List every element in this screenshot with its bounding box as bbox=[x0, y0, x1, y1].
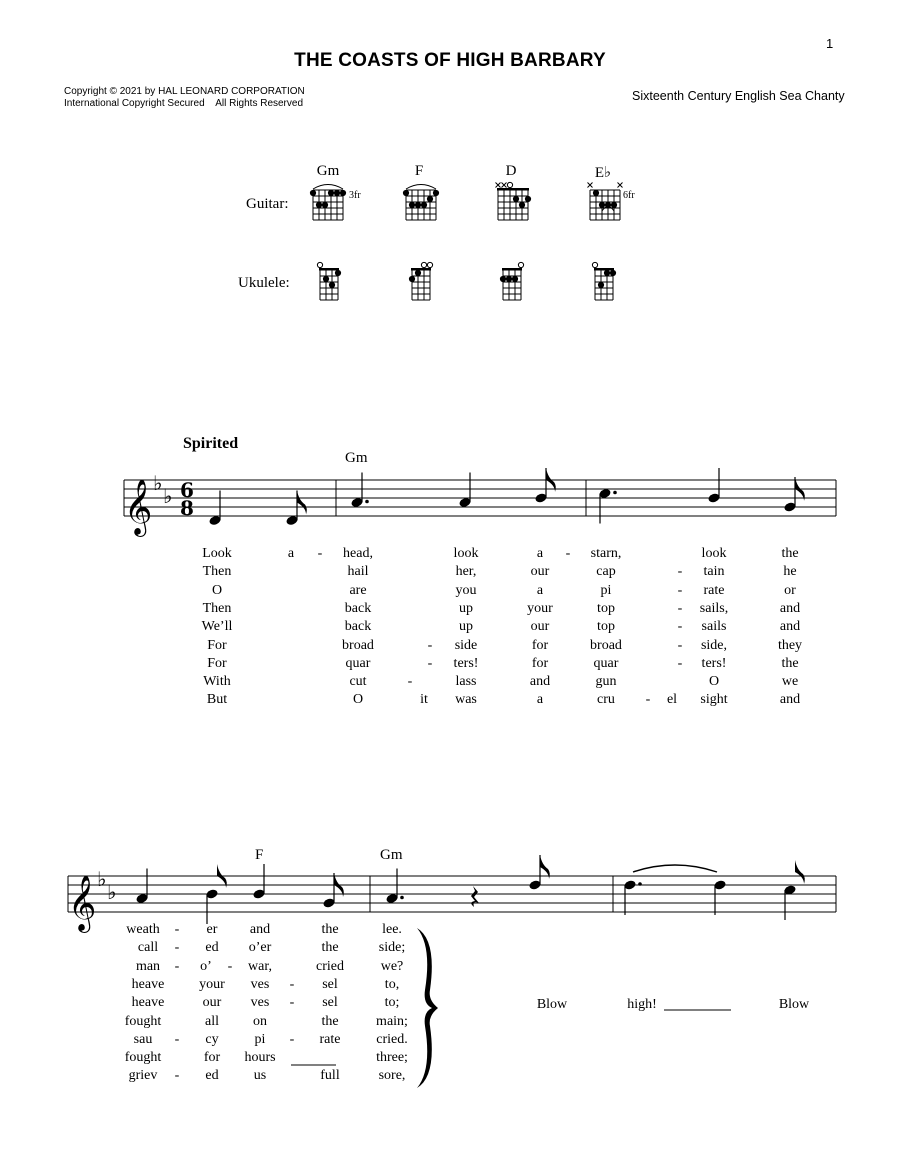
gm-dot bbox=[310, 190, 316, 196]
d-open bbox=[507, 182, 512, 187]
system1-lyric-r1-w7: - bbox=[565, 546, 571, 561]
staff-system-1 bbox=[124, 480, 836, 516]
system1-lyric-r5-w6: - bbox=[677, 619, 683, 635]
chord-chart-name-eb: E♭ bbox=[594, 165, 612, 181]
system1-lyric-r6-w8: side, bbox=[700, 637, 728, 653]
system2-lyric-r3-w1: man bbox=[135, 958, 161, 974]
gm-dot bbox=[328, 190, 334, 196]
system1-lyric-r8-w8: we bbox=[781, 674, 799, 690]
system1-lyric-r9-w2: O bbox=[352, 692, 364, 708]
system1-lyric-r2-w6: - bbox=[677, 564, 683, 580]
note-bb4-dotted bbox=[598, 488, 616, 524]
system1-lyric-r7-w1: For bbox=[207, 655, 227, 671]
eb-mute bbox=[618, 183, 623, 188]
system2-lyric-r1-w3: er bbox=[206, 922, 218, 937]
f-dot bbox=[433, 190, 439, 196]
system1-lyric-r3-w2: are bbox=[349, 582, 367, 598]
system2-lyric-r2-w1: call bbox=[137, 940, 159, 956]
note-a4-s2 bbox=[252, 864, 265, 900]
system1-lyric-r7-w5: for bbox=[531, 655, 549, 671]
gm-barre-arc bbox=[313, 185, 343, 190]
system2-lyric-r8-w2: for bbox=[203, 1050, 221, 1066]
time-signature-bottom: 8 bbox=[180, 496, 194, 520]
system1-lyric-r5-w8: and bbox=[779, 619, 801, 635]
system1-lyric-r5-w1: We’ll bbox=[201, 619, 233, 635]
system2-lyric-r5-w2: our bbox=[202, 995, 222, 1011]
system2-lyric-r9-w3: ed bbox=[205, 1068, 219, 1084]
system2-lyric-r4-w5: sel bbox=[322, 976, 338, 992]
system1-lyric-r4-w1: Then bbox=[202, 600, 232, 616]
uke-gm-dot bbox=[329, 282, 335, 288]
system1-lyric-r6-w4: side bbox=[454, 637, 478, 653]
system2-lyric-r5-w4: - bbox=[289, 995, 295, 1011]
note-d5-dotted-s2 bbox=[623, 879, 641, 915]
guitar-gm-diagram bbox=[310, 185, 346, 221]
treble-clef-2: 𝄞 bbox=[68, 875, 97, 931]
note-bb4-eighth-s2-flag bbox=[795, 860, 805, 884]
note-d5-tied-s2 bbox=[713, 879, 726, 915]
system2-lyric-r8-w4: three; bbox=[376, 1050, 408, 1066]
f-dot bbox=[415, 202, 421, 208]
system1-lyric-r4-w8: and bbox=[779, 600, 801, 616]
system1-lyric-r8-w5: and bbox=[529, 674, 551, 690]
system1-lyric-r9-w7: - bbox=[645, 692, 651, 708]
ukulele-gm-diagram bbox=[317, 262, 341, 300]
uke-f-dot bbox=[409, 276, 415, 282]
tie bbox=[633, 865, 717, 872]
d-dot bbox=[525, 196, 531, 202]
note-d4-eighth bbox=[285, 491, 306, 527]
system1-lyric-r1-w4: head, bbox=[343, 546, 373, 561]
ukulele-eb-diagram-nut bbox=[594, 268, 614, 271]
song-title: THE COASTS OF HIGH BARBARY bbox=[294, 50, 606, 71]
system1-lyric-r4-w3: up bbox=[459, 600, 473, 616]
note-d4-quarter bbox=[208, 491, 221, 527]
system1-lyric-r7-w2: quar bbox=[345, 655, 371, 671]
d-dot bbox=[513, 196, 519, 202]
chord-chart-name-f: F bbox=[414, 163, 424, 179]
treble-clef-1: 𝄞 bbox=[124, 479, 153, 535]
d-mute bbox=[496, 183, 501, 188]
system2-lyric-r8-w3: hours bbox=[244, 1050, 276, 1066]
chord-symbol-gm-1: Gm bbox=[345, 450, 368, 466]
uke-gm-dot bbox=[335, 270, 341, 276]
system1-lyric-r2-w7: tain bbox=[703, 564, 725, 580]
uke-f-open bbox=[421, 262, 426, 267]
system1-lyric-r4-w2: back bbox=[344, 600, 372, 616]
system2-lyric-r7-w5: - bbox=[289, 1031, 295, 1047]
system2-lyric-r7-w7: cried. bbox=[376, 1031, 408, 1047]
copyright-line-1: Copyright © 2021 by HAL LEONARD CORPORATION bbox=[64, 86, 305, 97]
gm-dot bbox=[322, 202, 328, 208]
f-dot bbox=[421, 202, 427, 208]
system2-lyric-r9-w4: us bbox=[253, 1068, 267, 1084]
system2-lyric-r6-w5: main; bbox=[376, 1013, 408, 1029]
system2-lyric-r7-w4: pi bbox=[254, 1031, 266, 1047]
note-g4-dotted-s2-dot bbox=[400, 896, 404, 900]
key-signature-2-eflat: ♭ bbox=[107, 880, 117, 904]
system1-lyric-r4-w6: - bbox=[677, 600, 683, 616]
note-g4-dotted-dot bbox=[365, 500, 369, 504]
uke-d-dot bbox=[506, 276, 512, 282]
note-d5-dotted-s2-dot bbox=[638, 882, 642, 886]
uke-eb-dot bbox=[598, 282, 604, 288]
system1-lyric-r9-w6: cru bbox=[597, 692, 615, 708]
page-number: 1 bbox=[826, 36, 834, 51]
system1-lyric-r9-w3: it bbox=[420, 692, 428, 708]
system1-lyric-r8-w3: - bbox=[407, 674, 413, 690]
system1-lyric-r2-w1: Then bbox=[202, 564, 232, 580]
system2-lyric-r1-w4: and bbox=[249, 922, 271, 937]
system1-lyric-r7-w6: quar bbox=[593, 655, 619, 671]
gm-dot bbox=[340, 190, 346, 196]
system1-lyric-r6-w2: broad bbox=[342, 637, 374, 653]
uke-gm-dot bbox=[323, 276, 329, 282]
f-dot bbox=[403, 190, 409, 196]
system2-lyric-r1-w1: weath bbox=[126, 922, 160, 937]
uke-gm-open bbox=[317, 262, 322, 267]
f-dot bbox=[427, 196, 433, 202]
system2-lyric-r7-w3: cy bbox=[205, 1031, 219, 1047]
chord-symbol-f: F bbox=[255, 847, 264, 863]
system1-lyric-r3-w1: O bbox=[211, 582, 223, 598]
system2-lyric-r6-w1: fought bbox=[124, 1013, 162, 1029]
system2-lyric-r7-w1: sau bbox=[133, 1031, 153, 1047]
system1-lyric-r5-w4: our bbox=[530, 619, 550, 635]
system1-lyric-r4-w7: sails, bbox=[699, 600, 729, 616]
system1-lyric-r7-w8: ters! bbox=[701, 655, 727, 671]
system1-lyric-r6-w7: - bbox=[677, 637, 683, 653]
uke-f-open bbox=[427, 262, 432, 267]
key-signature-1-bflat: ♭ bbox=[153, 471, 163, 495]
system1-lyric-r9-w5: a bbox=[536, 692, 544, 708]
system1-lyric-r7-w7: - bbox=[677, 655, 683, 671]
uke-d-dot bbox=[500, 276, 506, 282]
system1-lyric-r1-w1: Look bbox=[202, 546, 232, 561]
system2-lyric-r2-w2: - bbox=[174, 940, 180, 956]
system2-lyric-r1-w2: - bbox=[174, 922, 180, 937]
system2-lyric-r2-w5: the bbox=[321, 940, 339, 956]
system1-lyric-r7-w9: the bbox=[781, 655, 799, 671]
quarter-rest bbox=[471, 886, 479, 907]
key-signature-2-bflat: ♭ bbox=[97, 867, 107, 891]
system1-lyric-r1-w2: a bbox=[287, 546, 295, 561]
system1-lyric-r3-w6: - bbox=[677, 582, 683, 598]
chord-symbol-gm-2: Gm bbox=[380, 847, 403, 863]
system1-lyric-r4-w5: top bbox=[597, 600, 615, 616]
ukulele-eb-diagram bbox=[592, 262, 616, 300]
system2-lyric-r9-w2: - bbox=[174, 1068, 180, 1084]
system1-lyric-r3-w7: rate bbox=[703, 582, 725, 598]
time-signature-top: 6 bbox=[180, 478, 194, 502]
key-signature-1-eflat: ♭ bbox=[163, 484, 173, 508]
verse-brace bbox=[417, 928, 438, 1088]
gm-fret-marker: 3fr bbox=[349, 190, 361, 201]
system2-lyric-r7-w6: rate bbox=[319, 1031, 341, 1047]
system1-lyric-r1-w6: a bbox=[536, 546, 544, 561]
uke-eb-dot bbox=[610, 270, 616, 276]
system2-lyric-r4-w2: your bbox=[199, 976, 225, 992]
system1-lyric-r6-w9: they bbox=[777, 637, 803, 653]
system1-lyric-r2-w5: cap bbox=[596, 564, 616, 580]
eb-dot bbox=[611, 202, 617, 208]
system2-lyric-r5-w5: sel bbox=[322, 995, 338, 1011]
uke-eb-dot bbox=[604, 270, 610, 276]
eb-dot bbox=[599, 202, 605, 208]
system1-lyric-r7-w3: - bbox=[427, 655, 433, 671]
eb-mute bbox=[588, 183, 593, 188]
uke-d-dot bbox=[512, 276, 518, 282]
system2-lyric-r5-w3: ves bbox=[250, 995, 270, 1011]
f-barre-arc bbox=[406, 185, 436, 190]
guitar-eb-diagram bbox=[588, 183, 623, 221]
uke-eb-open bbox=[592, 262, 597, 267]
system2-lyric-r9-w5: full bbox=[320, 1068, 340, 1084]
system2-lyric-r3-w6: cried bbox=[316, 958, 344, 974]
eb-fret-marker: 6fr bbox=[623, 190, 635, 201]
system1-lyric-r2-w2: hail bbox=[347, 564, 369, 580]
system2-lyric-r4-w3: ves bbox=[250, 976, 270, 992]
system1-lyric-r1-w9: look bbox=[701, 546, 727, 561]
refrain-blow-2: Blow bbox=[778, 997, 810, 1012]
uke-f-dot bbox=[415, 270, 421, 276]
d-dot bbox=[519, 202, 525, 208]
system1-lyric-r9-w10: and bbox=[779, 692, 801, 708]
system1-lyric-r5-w5: top bbox=[597, 619, 615, 635]
note-g4-dotted bbox=[350, 473, 368, 509]
note-g4-s2 bbox=[135, 869, 148, 905]
composer-credit: Sixteenth Century English Sea Chanty bbox=[632, 89, 845, 103]
d-nut bbox=[497, 188, 529, 191]
system1-lyric-r2-w4: our bbox=[530, 564, 550, 580]
system1-lyric-r2-w8: he bbox=[783, 564, 797, 580]
eb-dot bbox=[605, 202, 611, 208]
system2-lyric-r5-w1: heave bbox=[131, 995, 165, 1011]
system1-lyric-r6-w3: - bbox=[427, 637, 433, 653]
note-g4-quarter bbox=[458, 473, 471, 509]
system1-lyric-r6-w6: broad bbox=[590, 637, 622, 653]
system1-lyric-r1-w3: - bbox=[317, 546, 323, 561]
system1-lyric-r1-w10: the bbox=[781, 546, 799, 561]
system2-lyric-r3-w3: o’ bbox=[200, 958, 212, 974]
gm-dot bbox=[316, 202, 322, 208]
note-bb4-eighth-s2 bbox=[783, 860, 804, 920]
ukulele-d-diagram-nut bbox=[502, 268, 522, 271]
system2-lyric-r5-w6: to; bbox=[384, 995, 400, 1011]
tempo-marking: Spirited bbox=[183, 435, 239, 452]
system1-lyric-r9-w9: sight bbox=[700, 692, 728, 708]
ukulele-f-diagram-nut bbox=[411, 268, 431, 271]
f-dot bbox=[409, 202, 415, 208]
system2-lyric-r6-w2: all bbox=[205, 1013, 219, 1029]
guitar-f-diagram bbox=[403, 185, 439, 221]
system2-lyric-r2-w4: o’er bbox=[248, 940, 272, 956]
system1-lyric-r3-w4: a bbox=[536, 582, 544, 598]
system1-lyric-r8-w1: With bbox=[203, 674, 231, 690]
system1-lyric-r4-w4: your bbox=[527, 600, 553, 616]
system1-lyric-r8-w4: lass bbox=[455, 674, 477, 690]
system2-lyric-r4-w4: - bbox=[289, 976, 295, 992]
guitar-d-diagram bbox=[496, 182, 532, 220]
system1-lyric-r3-w3: you bbox=[455, 582, 477, 598]
d-mute bbox=[502, 183, 507, 188]
refrain-high: high! bbox=[627, 997, 657, 1012]
system2-lyric-r2-w6: side; bbox=[378, 940, 406, 956]
system2-lyric-r1-w5: the bbox=[321, 922, 339, 937]
system2-lyric-r3-w7: we? bbox=[380, 958, 404, 974]
system1-lyric-r6-w1: For bbox=[207, 637, 227, 653]
ukulele-label: Ukulele: bbox=[238, 275, 290, 291]
system2-lyric-r6-w3: on bbox=[253, 1013, 267, 1029]
note-a4-quarter-2 bbox=[707, 468, 720, 504]
note-g4-dotted-s2 bbox=[385, 869, 403, 905]
system2-lyric-r9-w6: sore, bbox=[378, 1068, 406, 1084]
ukulele-gm-diagram-nut bbox=[319, 268, 339, 271]
copyright-line-2: International Copyright Secured All Rights Reserved bbox=[64, 98, 304, 109]
chord-chart-name-d: D bbox=[505, 163, 517, 179]
system1-lyric-r5-w7: sails bbox=[701, 619, 727, 635]
system2-lyric-r3-w5: war, bbox=[248, 958, 272, 974]
system1-lyric-r7-w4: ters! bbox=[453, 655, 479, 671]
eb-dot bbox=[593, 190, 599, 196]
note-d4-eighth-flag bbox=[297, 491, 307, 515]
uke-d-open bbox=[518, 262, 523, 267]
system2-lyric-r3-w4: - bbox=[227, 958, 233, 974]
chord-chart-name-gm: Gm bbox=[316, 163, 340, 179]
note-c5-s2-flag bbox=[540, 855, 550, 879]
system2-lyric-r4-w6: to, bbox=[384, 976, 400, 992]
system2-lyric-r2-w3: ed bbox=[205, 940, 219, 956]
system2-lyric-r7-w2: - bbox=[174, 1031, 180, 1047]
system1-lyric-r1-w8: starn, bbox=[590, 546, 622, 561]
system1-lyric-r5-w3: up bbox=[459, 619, 473, 635]
system2-lyric-r6-w4: the bbox=[321, 1013, 339, 1029]
system2-lyric-r8-w1: fought bbox=[124, 1050, 162, 1066]
system1-lyric-r9-w8: el bbox=[666, 692, 678, 708]
system1-lyric-r6-w5: for bbox=[531, 637, 549, 653]
system2-lyric-r1-w6: lee. bbox=[382, 922, 402, 937]
system1-lyric-r9-w4: was bbox=[455, 692, 477, 708]
system2-lyric-r3-w2: - bbox=[174, 958, 180, 974]
system1-lyric-r3-w5: pi bbox=[600, 582, 612, 598]
ukulele-d-diagram bbox=[500, 262, 524, 300]
gm-dot bbox=[334, 190, 340, 196]
system1-lyric-r2-w3: her, bbox=[455, 564, 477, 580]
system2-lyric-r4-w1: heave bbox=[131, 976, 165, 992]
system1-lyric-r3-w8: or bbox=[784, 582, 796, 598]
system1-lyric-r8-w2: cut bbox=[349, 674, 367, 690]
ukulele-f-diagram bbox=[409, 262, 433, 300]
system1-lyric-r8-w6: gun bbox=[595, 674, 617, 690]
system1-lyric-r8-w7: O bbox=[708, 674, 720, 690]
note-bb4-dotted-dot bbox=[613, 491, 617, 495]
system1-lyric-r9-w1: But bbox=[206, 692, 228, 708]
refrain-blow-1: Blow bbox=[536, 997, 568, 1012]
system1-lyric-r5-w2: back bbox=[344, 619, 372, 635]
guitar-label: Guitar: bbox=[246, 196, 289, 212]
system1-lyric-r1-w5: look bbox=[453, 546, 479, 561]
system2-lyric-r9-w1: griev bbox=[128, 1068, 158, 1084]
